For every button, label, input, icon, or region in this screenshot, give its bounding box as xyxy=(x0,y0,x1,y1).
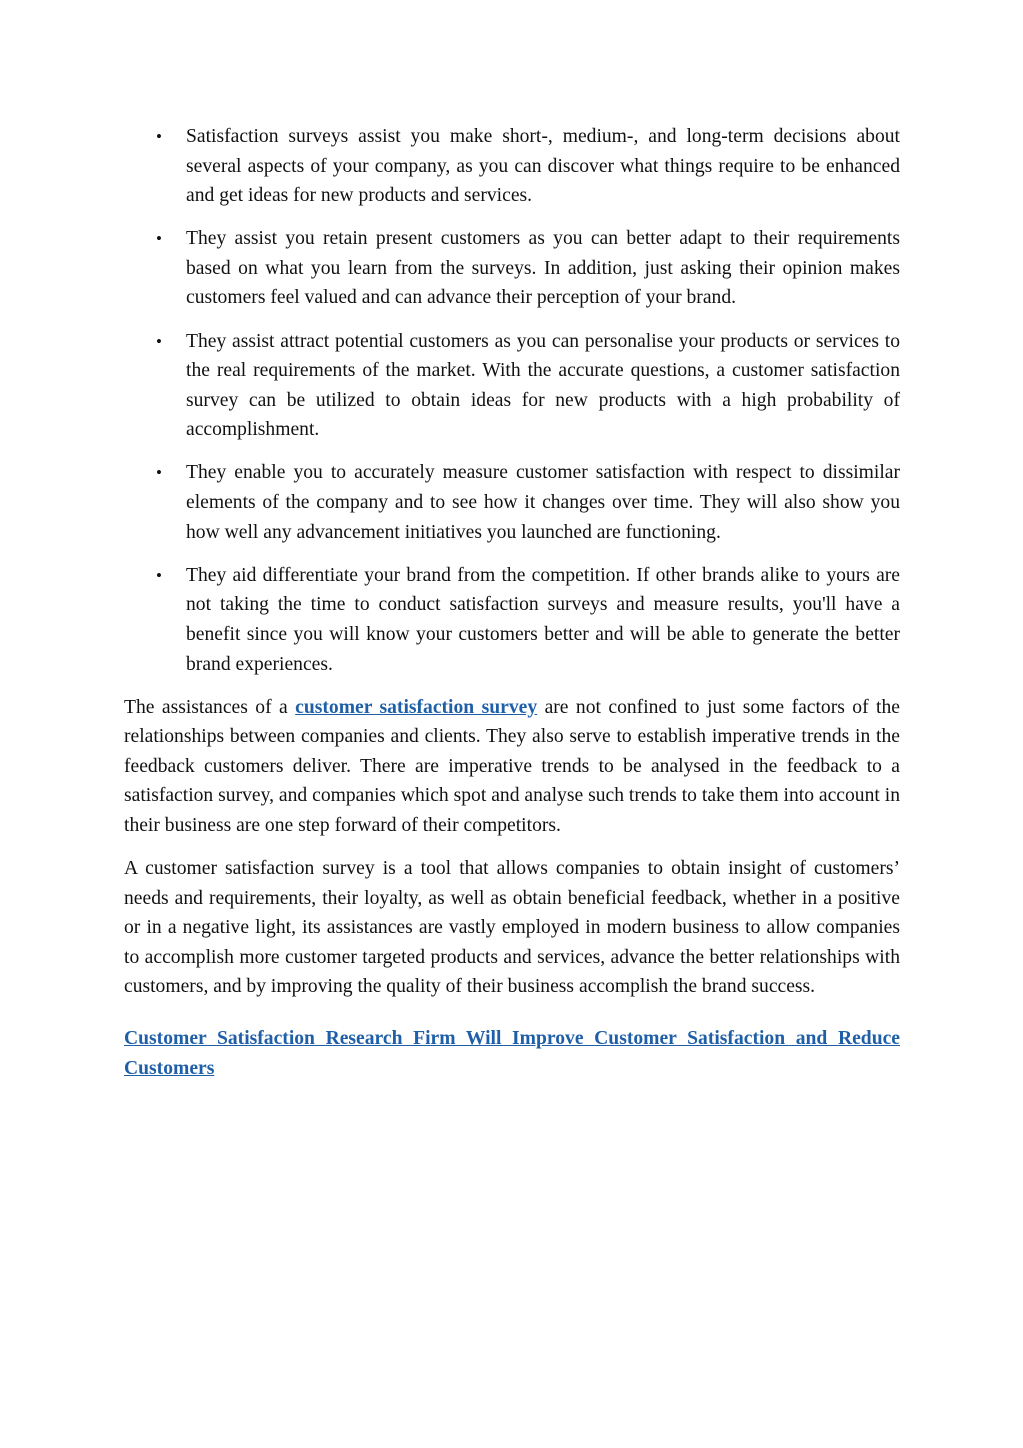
research-firm-article-link[interactable]: Customer Satisfaction Research Firm Will Improve Customer Satisfaction and Reduce Customers xyxy=(124,1028,900,1079)
customer-satisfaction-survey-link[interactable]: customer satisfaction survey xyxy=(295,696,538,718)
list-item-text: They assist attract potential customers as you can personalise your products or services to the real requirements of the market. With the accurate questions, a customer satisfaction survey can be utilized to obtain ideas for new products with a high probability of accomplishment. xyxy=(186,330,900,441)
list-item-text: They aid differentiate your brand from the competition. If other brands alike to yours are not taking the time to conduct satisfaction surveys and measure results, you'll have a benefit since you will know your customers better and will be able to generate the better brand experiences. xyxy=(186,564,900,675)
document-body xyxy=(124,122,900,1083)
list-item-text: They assist you retain present customers as you can better adapt to their requirements based on what you learn from the surveys. In addition, just asking their opinion makes customers feel valued and can advance their perception of your brand. xyxy=(186,228,900,309)
paragraph-tool-description: A customer satisfaction survey is a tool that allows companies to obtain insight of customers’ needs and requirements, their loyalty, as well as obtain beneficial feedback, whether in a positive or in a negative light, its assistances are vastly employed in modern business to allow companies to accomplish more customer targeted products and services, advance the better relationships with customers, and by improving the quality of their business accomplish the brand success. xyxy=(124,858,900,998)
list-item-text: Satisfaction surveys assist you make short-, medium-, and long-term decisions about several aspects of your company, as you can discover what things require to be enhanced and get ideas for new products and services. xyxy=(186,126,900,207)
list-item xyxy=(124,224,900,313)
paragraph-text-start: The assistances of a xyxy=(124,696,296,718)
list-item-text: They enable you to accurately measure customer satisfaction with respect to dissimilar elements of the company and to see how it changes over time. They will also show you how well any advancement initiatives you launched are functioning. xyxy=(186,462,900,543)
list-item xyxy=(124,327,900,445)
list-item xyxy=(124,458,900,547)
list-item xyxy=(124,561,900,679)
bullet-icon: • xyxy=(156,463,162,483)
bullet-icon: • xyxy=(156,127,162,146)
paragraph-text-end: are not confined to just some factors of the relationships between companies and clients. They also serve to establish imperative trends in the feedback customers deliver. There are imperative trends to be analysed in the feedback to a satisfaction survey, and companies which spot and analyse such trends to take them into account in their business are one step forward of their competitors. xyxy=(124,696,900,836)
benefits-list xyxy=(124,122,900,679)
bullet-icon: • xyxy=(156,565,162,585)
article-heading xyxy=(124,1024,900,1083)
bullet-icon: • xyxy=(156,229,162,249)
bullet-icon: • xyxy=(156,331,162,351)
paragraph-assistances xyxy=(124,693,900,841)
list-item xyxy=(124,122,900,211)
